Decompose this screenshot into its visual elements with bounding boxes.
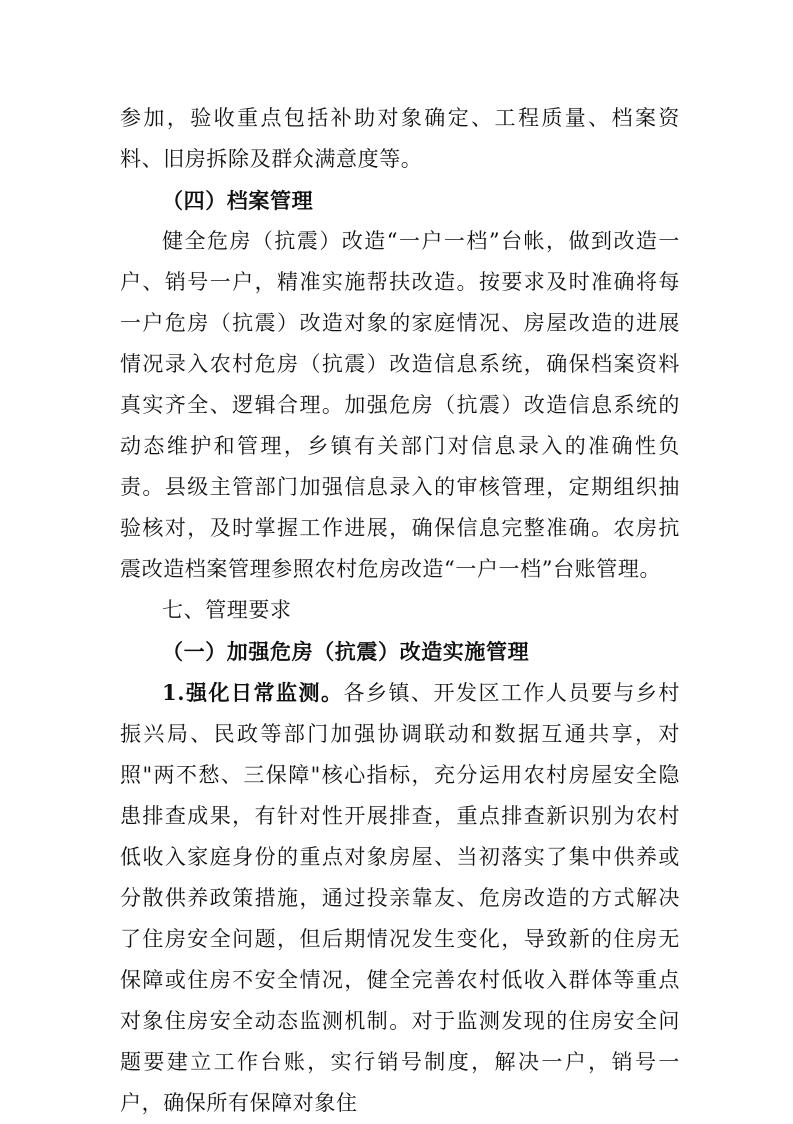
document-body — [120, 98, 680, 1124]
heading-implementation-management — [120, 631, 680, 672]
heading-text: （四）档案管理 — [162, 188, 314, 213]
heading-archive-management — [120, 180, 680, 221]
heading-text: （一）加强危房（抗震）改造实施管理 — [162, 639, 530, 664]
paragraph-text: 参加，验收重点包括补助对象确定、工程质量、档案资料、旧房拆除及群众满意度等。 — [120, 106, 680, 171]
paragraph-lead: 1.强化日常监测。 — [162, 680, 344, 705]
heading-management-requirements — [120, 590, 680, 631]
paragraph-text: 各乡镇、开发区工作人员要与乡村振兴局、民政等部门加强协调联动和数据互通共享，对照"两不愁、三保障"核心指标，充分运用农村房屋安全隐患排查成果，有针对性开展排查，重点排查新识别为农村低收入家庭身份的重点对象房屋、当初落实了集中供养或分散供养政策措施，通过投亲靠友、危房改造的方式解决了住房安全问题，但后期情况发生变化，导致新的住房无保障或住房不安全情况，健全完善农村低收入群体等重点对象住房安全动态监测机制。对于监测发现的住房安全问题要建立工作台账，实行销号制度，解决一户，销号一户，确保所有保障对象住 — [120, 681, 681, 1115]
paragraph-text: 健全危房（抗震）改造“一户一档”台帐，做到改造一户、销号一户，精准实施帮扶改造。按要求及时准确将每一户危房（抗震）改造对象的家庭情况、房屋改造的进展情况录入农村危房（抗震）改造信息系统，确保档案资料真实齐全、逻辑合理。加强危房（抗震）改造信息系统的动态维护和管理，乡镇有关部门对信息录入的准确性负责。县级主管部门加强信息录入的审核管理，定期组织抽验核对，及时掌握工作进展，确保信息完整准确。农房抗震改造档案管理参照农村危房改造“一户一档”台账管理。 — [120, 229, 680, 581]
heading-text: 七、管理要求 — [162, 598, 292, 622]
paragraph-acceptance-continued — [120, 98, 680, 180]
paragraph-archive-management — [120, 221, 680, 590]
paragraph-daily-monitoring — [120, 672, 680, 1124]
